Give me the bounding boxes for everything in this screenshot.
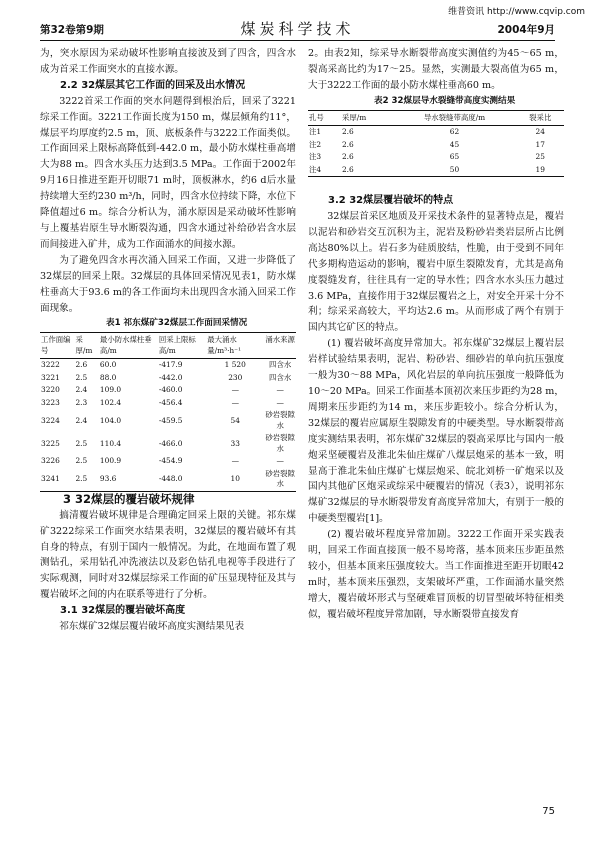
table-row (308, 151, 564, 164)
table-row (308, 164, 564, 177)
table-header: 采厚/m (74, 333, 98, 359)
table-cell: 110.4 (99, 438, 122, 448)
paragraph: 32煤层首采区地质及开采技术条件的显著特点是，覆岩以泥岩和砂岩交互沉积为主，泥岩及粉砂岩类岩层所占比例高达80%以上。岩石多为硅质胶结，性脆，由于受到不同年代多期构造运动的影响，覆岩中原生裂隙发育，尤其是高角度裂缝发育，往往具有一定的导水性；四含水水头压力越过3.6 MPa，直接作用于32煤层覆岩之上，对安全开采十分不利；综采采高较大，平均达2.6 m。从而形成了两个有别于国内其它矿区的特点。 (308, 211, 564, 334)
table-cell: 65 (449, 152, 460, 162)
table-row (40, 372, 296, 385)
table-cell: -456.4 (158, 397, 183, 407)
table-row (40, 468, 296, 492)
table-header: 孔号 (308, 110, 341, 126)
table-cell: 3221 (41, 372, 60, 382)
table-row (40, 397, 296, 410)
table-cell: 45 (449, 139, 460, 149)
table-cell: 93.6 (99, 468, 158, 492)
table-cell: 10 (206, 468, 264, 492)
table-header: 工作面编号 (40, 333, 74, 359)
paragraph: 搞清覆岩破坏规律是合理确定回采上限的关键。祁东煤矿3222综采工作面突水结果表明，32煤层的覆岩破坏有其自身的特点，有别于国内一般情况。为此，在地面布置了观测钻孔，采用钻孔冲洗液法以及彩色钻孔电视等手段进行了实际观测，同时对32煤层综采工作面的矿压显现特征及其与覆岩破坏之间的内在联系等进行了分析。 (40, 509, 296, 601)
table-row (40, 359, 296, 372)
table-cell: 2.5 (75, 438, 88, 448)
table-cell: 60.0 (99, 360, 117, 370)
table-cell: 砂岩裂隙水 (265, 410, 295, 430)
watermark: 维普资讯 http://www.cqvip.com (448, 7, 585, 17)
table-cell: -417.9 (158, 360, 183, 370)
table-cell: 四含水 (269, 360, 292, 370)
table-cell: — (231, 397, 239, 407)
table-cell: 62 (449, 127, 460, 137)
table-cell: 230 (228, 372, 243, 382)
table-row (40, 409, 296, 432)
table-row (308, 139, 564, 152)
paragraph: 祁东煤矿32煤层覆岩破坏高度实测结果见表 (59, 621, 245, 633)
table-cell: 24 (535, 127, 545, 137)
paragraph: 为了避免四含水再次涌入回采工作面，又进一步降低了32煤层的回采上限。32煤层的具体回采情况见表1，防水煤柱垂高大于93.6 m的各工作面均未出现四含水涌入回采工作面现象。 (40, 254, 296, 314)
paragraph: 为，突水原因为采动破坏性影响直接波及到了四含，四含水成为首采工作面突水的直接水源。 (40, 48, 296, 75)
table-header: 裂采比 (517, 110, 564, 126)
section-heading-3-1: 3.1 32煤层的覆岩破坏高度 (60, 605, 186, 617)
table-cell: 3224 (41, 415, 60, 425)
table-cell: 19 (517, 164, 564, 177)
table-cell: 2.5 (74, 468, 98, 492)
table-header: 最大涌水量/m³·h⁻¹ (206, 333, 264, 359)
table-cell: 1 520 (224, 360, 246, 370)
table-cell: 3241 (40, 468, 74, 492)
table-cell: 25 (535, 152, 545, 162)
table-row (308, 126, 564, 139)
table-header: 涌水来源 (264, 333, 296, 359)
table-cell: — (231, 456, 239, 466)
table-cell: -454.9 (158, 456, 183, 466)
left-column (40, 46, 296, 635)
right-column (308, 46, 564, 623)
table-cell: -460.0 (158, 385, 183, 395)
section-heading-3: 3 32煤层的覆岩破坏规律 (63, 491, 195, 506)
table-cell: 3222 (41, 360, 60, 370)
table-cell: -448.0 (158, 468, 206, 492)
table-cell: 104.0 (99, 415, 122, 425)
section-heading-3-2: 3.2 32煤层覆岩破坏的特点 (328, 195, 454, 207)
table-cell: 2.6 (341, 139, 354, 149)
table-cell: 2.3 (75, 397, 88, 407)
table-cell: -459.5 (158, 415, 183, 425)
running-header (40, 18, 555, 41)
table-cell: 砂岩裂隙水 (264, 468, 296, 492)
table-cell: 注2 (309, 139, 322, 149)
table-cell: 50 (392, 164, 516, 177)
table-cell: 102.4 (99, 397, 122, 407)
table-cell: 88.0 (99, 372, 117, 382)
table-cell: 3220 (41, 385, 60, 395)
table-row (40, 455, 296, 468)
table-cell: — (276, 397, 284, 407)
table-header: 导水裂缝带高度/m (392, 110, 516, 126)
table-cell: 2.4 (75, 415, 88, 425)
paragraph: 3222首采工作面的突水问题得到根治后，回采了3221综采工作面。3221工作面长度为150 m，煤层倾角约11°，煤层平均厚度约2.5 m，顶、底板条件与3222工作面类似。工作面回采上限标高降低到-442.0 m，最小防水煤柱垂高增大为88 m。四含水头压力达到3.5 MPa。工作面于2002年9月16日推进至距开切眼71 m时，顶板淋水，约6 d后水量持续增大至约230 m³/h，同时，四含水位持续下降，水位下降值超过6 m。综合分析认为，涌水原因是采动破坏性影响与上覆基岩原生导水断裂沟通，四含水通过补给砂岩含水层而间接进入矿井，成为工作面涌水的间接水源。 (40, 95, 296, 250)
table-cell: 100.9 (99, 456, 122, 466)
table-cell: -442.0 (158, 372, 183, 382)
journal-title: 煤炭科学技术 (240, 20, 355, 38)
section-heading-2-2: 2.2 32煤层其它工作面的回采及出水情况 (60, 79, 246, 91)
table-cell: 2.6 (341, 152, 354, 162)
table-header: 回采上限标高/m (158, 333, 206, 359)
table-cell: 3225 (41, 438, 60, 448)
volume-issue: 第32卷第9期 (40, 24, 104, 36)
table-cell: 2.6 (341, 164, 393, 177)
table1 (40, 332, 296, 492)
issue-date: 2004年9月 (497, 24, 555, 36)
table-cell: — (276, 385, 284, 395)
table-cell: 注1 (309, 127, 322, 137)
table-cell: 四含水 (269, 372, 292, 382)
table-cell: — (276, 456, 284, 466)
paragraph: (2) 覆岩破坏程度异常加剧。3222工作面开采实践表明，回采工作面直接顶一般不易垮落，基本顶来压步距虽然较小，但基本顶来压强度较大。当工作面推进至距开切眼42 m时，基本顶来压强烈，支架破坏严重，工作面涌水量突然增大，覆岩破坏形式与坚硬难冒顶板的切冒型破坏特征相类似，覆岩破坏程度异常加剧，导水断裂带直接发育 (308, 529, 564, 620)
table-cell: 注4 (308, 164, 341, 177)
table-cell: 注3 (309, 152, 322, 162)
paragraph: (1) 覆岩破坏高度异常加大。祁东煤矿32煤层上覆岩层岩样试验结果表明，泥岩、粉砂岩、细砂岩的单向抗压强度一般为30～88 MPa，风化岩层的单向抗压强度一般降低为10～20 MPa。回采工作面基本顶初次来压步距约为28 m，周期来压步距约为14 m，来压步距较小。综合分析认为，32煤层的覆岩应属原生裂隙发育的中硬类型。导水断裂带高度实测结果表明，祁东煤矿32煤层的裂高采厚比与国内一般炮采坚硬覆岩及淮北朱仙庄煤矿八煤层炮采的基本一致，明显高于淮北朱仙庄煤矿七煤层炮采、皖北刘桥一矿炮采以及国内其他矿区炮采或综采中硬覆岩的情况（表3），说明祁东煤矿32煤层的导水断裂带发育高度异常加大，有别于一般的中硬类型覆岩[1]。 (308, 338, 564, 525)
table-header: 采厚/m (341, 110, 393, 126)
table-cell: 3226 (41, 456, 60, 466)
table-cell: 54 (230, 415, 240, 425)
table-cell: 2.6 (341, 127, 354, 137)
table-header: 最小防水煤柱垂高/m (99, 333, 158, 359)
table-cell: -466.0 (158, 438, 183, 448)
table1-caption: 表1 祁东煤矿32煤层工作面回采情况 (105, 318, 248, 329)
paragraph: 2。由表2知，综采导水断裂带高度实测值约为45～65 m，裂高采高比约为17～25。显然，实测最大裂高值为65 m，大于3222工作面的最小防水煤柱垂高60 m。 (308, 48, 564, 91)
table-cell: 2.5 (75, 372, 88, 382)
table-cell: 2.6 (75, 360, 88, 370)
table2-caption: 表2 32煤层导水裂缝带高度实测结果 (373, 95, 516, 106)
table-row (40, 432, 296, 455)
table-cell: — (231, 385, 239, 395)
table-cell: 109.0 (99, 385, 122, 395)
table-cell: 17 (535, 139, 545, 149)
table-cell: 砂岩裂隙水 (265, 433, 295, 453)
table-cell: 33 (230, 438, 240, 448)
table-cell: 2.5 (75, 456, 88, 466)
table-row (40, 384, 296, 397)
page-number: 75 (542, 806, 555, 817)
table-cell: 3223 (41, 397, 60, 407)
table2 (308, 110, 564, 178)
table-cell: 2.4 (75, 385, 88, 395)
